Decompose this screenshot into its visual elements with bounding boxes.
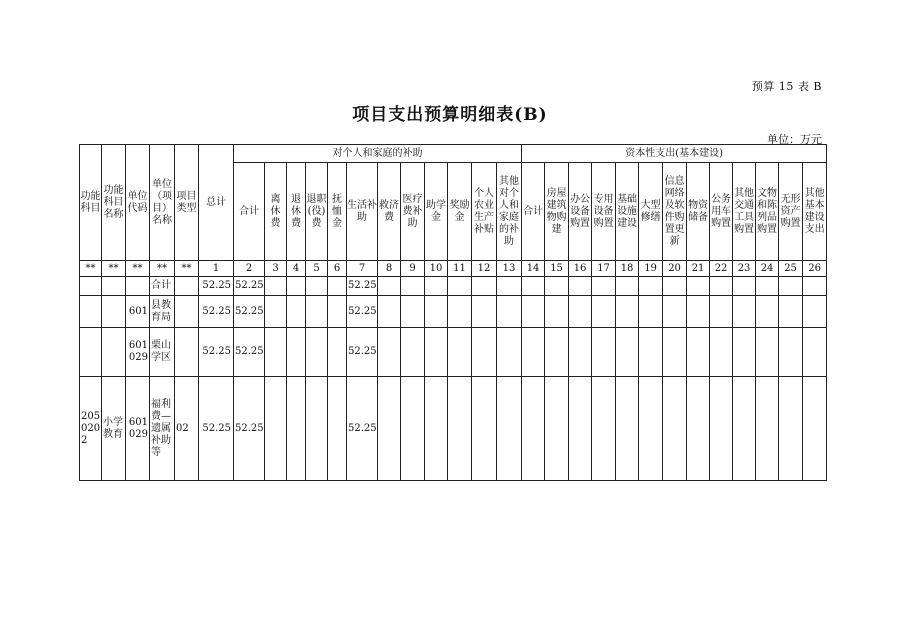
subsidy-subtotal-cell: 52.25 — [234, 296, 265, 328]
group-header-family-subsidy: 对个人和家庭的补助 — [234, 145, 522, 163]
func-name-cell — [102, 328, 126, 377]
subsidy-subtotal-cell: 52.25 — [234, 328, 265, 377]
index-cell: 8 — [378, 261, 401, 277]
index-cell: 26 — [803, 261, 827, 277]
col-header-resignation: 退职(役)费 — [306, 163, 328, 261]
budget-detail-table — [79, 144, 827, 481]
index-cell: ** — [175, 261, 199, 277]
col-header-other-transport: 其他交通工具购置 — [733, 163, 756, 261]
project-type-cell: 02 — [175, 377, 199, 481]
col-header-major-repair: 大型修缮 — [639, 163, 663, 261]
func-code-cell — [80, 296, 102, 328]
col-header-student-aid: 助学金 — [425, 163, 448, 261]
func-code-cell — [80, 328, 102, 377]
living-subsidy-cell: 52.25 — [347, 328, 378, 377]
living-subsidy-cell: 52.25 — [347, 296, 378, 328]
index-cell: 6 — [328, 261, 347, 277]
col-header-medical-subsidy: 医疗费补助 — [401, 163, 425, 261]
col-header-project-type: 项目类型 — [175, 145, 199, 261]
index-cell: 16 — [569, 261, 592, 277]
index-cell: 14 — [522, 261, 545, 277]
col-header-retirement-tuixiu: 退休费 — [287, 163, 306, 261]
table-row — [80, 277, 827, 296]
col-header-cultural-relics: 文物和陈列品购置 — [756, 163, 779, 261]
table-row — [80, 377, 827, 481]
index-cell: 11 — [448, 261, 472, 277]
unit-name-cell: 合计 — [150, 277, 175, 296]
col-header-other-family-subsidy: 其他对个人和家庭的补助 — [497, 163, 522, 261]
index-cell: 23 — [733, 261, 756, 277]
col-header-intangible-assets: 无形资产购置 — [779, 163, 803, 261]
col-header-func-code: 功能科目 — [80, 145, 102, 261]
col-header-building: 房屋建筑物购建 — [545, 163, 569, 261]
index-cell: ** — [80, 261, 102, 277]
index-cell: 24 — [756, 261, 779, 277]
index-cell: 19 — [639, 261, 663, 277]
index-cell: 17 — [592, 261, 616, 277]
index-cell: 2 — [234, 261, 265, 277]
index-cell: 7 — [347, 261, 378, 277]
unit-name-cell: 县教育局 — [150, 296, 175, 328]
index-cell: 1 — [199, 261, 234, 277]
col-header-other-construction: 其他基本建设支出 — [803, 163, 827, 261]
index-cell: ** — [150, 261, 175, 277]
index-cell: ** — [126, 261, 150, 277]
col-header-pension: 抚恤金 — [328, 163, 347, 261]
col-header-office-equipment: 办公设备购置 — [569, 163, 592, 261]
index-cell: 18 — [616, 261, 639, 277]
living-subsidy-cell: 52.25 — [347, 377, 378, 481]
column-index-row — [80, 261, 827, 277]
unit-code-cell — [126, 277, 150, 296]
col-header-official-vehicle: 公务用车购置 — [710, 163, 733, 261]
col-header-agri-subsidy: 个人农业生产补贴 — [472, 163, 497, 261]
unit-name-cell: 栗山学区 — [150, 328, 175, 377]
total-cell: 52.25 — [199, 277, 234, 296]
col-header-retirement-lixiu: 离休费 — [265, 163, 287, 261]
func-name-cell: 小学教育 — [102, 377, 126, 481]
index-cell: 9 — [401, 261, 425, 277]
col-header-relief: 救济费 — [378, 163, 401, 261]
index-cell: 25 — [779, 261, 803, 277]
col-header-func-name: 功能科目名称 — [102, 145, 126, 261]
col-header-capital-subtotal: 合计 — [522, 163, 545, 261]
index-cell: 3 — [265, 261, 287, 277]
index-cell: 4 — [287, 261, 306, 277]
index-cell: 22 — [710, 261, 733, 277]
project-type-cell — [175, 277, 199, 296]
index-cell: 10 — [425, 261, 448, 277]
col-header-it-network: 信息网络及软件购置更新 — [663, 163, 687, 261]
document-title: 项目支出预算明细表(B) — [352, 105, 548, 125]
total-cell: 52.25 — [199, 377, 234, 481]
index-cell: 15 — [545, 261, 569, 277]
table-row — [80, 296, 827, 328]
col-header-material-reserve: 物资储备 — [687, 163, 710, 261]
index-cell: 5 — [306, 261, 328, 277]
living-subsidy-cell: 52.25 — [347, 277, 378, 296]
index-cell: 20 — [663, 261, 687, 277]
total-cell: 52.25 — [199, 296, 234, 328]
col-header-reward: 奖励金 — [448, 163, 472, 261]
total-cell: 52.25 — [199, 328, 234, 377]
subsidy-subtotal-cell: 52.25 — [234, 377, 265, 481]
group-header-capital-expenditure: 资本性支出(基本建设) — [522, 145, 827, 163]
col-header-infrastructure: 基础设施建设 — [616, 163, 639, 261]
index-cell: 21 — [687, 261, 710, 277]
index-cell: ** — [102, 261, 126, 277]
col-header-total: 总计 — [199, 145, 234, 261]
index-cell: 12 — [472, 261, 497, 277]
project-type-cell — [175, 296, 199, 328]
func-code-cell — [80, 277, 102, 296]
table-row — [80, 328, 827, 377]
unit-code-cell: 601 — [126, 296, 150, 328]
col-header-subsidy-subtotal: 合计 — [234, 163, 265, 261]
func-code-cell: 2050202 — [80, 377, 102, 481]
unit-name-cell: 福利费—遗属补助等 — [150, 377, 175, 481]
unit-label: 单位：万元 — [767, 133, 822, 146]
index-cell: 13 — [497, 261, 522, 277]
project-type-cell — [175, 328, 199, 377]
col-header-living-subsidy: 生活补助 — [347, 163, 378, 261]
func-name-cell — [102, 296, 126, 328]
col-header-special-equipment: 专用设备购置 — [592, 163, 616, 261]
func-name-cell — [102, 277, 126, 296]
subsidy-subtotal-cell: 52.25 — [234, 277, 265, 296]
form-code: 预算 15 表 B — [751, 80, 822, 93]
unit-code-cell: 601029 — [126, 328, 150, 377]
col-header-unit-name: 单位（项目）名称 — [150, 145, 175, 261]
col-header-unit-code: 单位代码 — [126, 145, 150, 261]
unit-code-cell: 601029 — [126, 377, 150, 481]
